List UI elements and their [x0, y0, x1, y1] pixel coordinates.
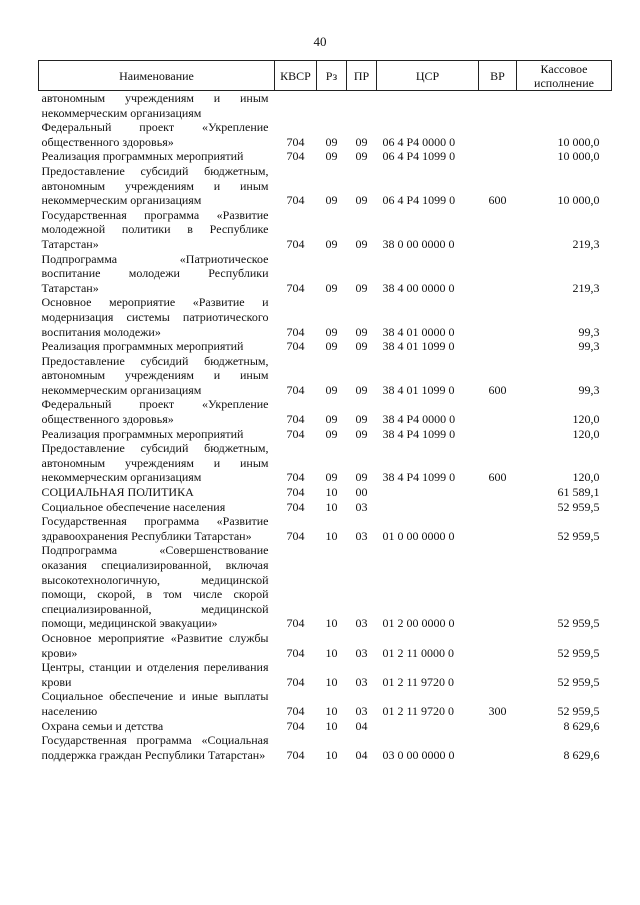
- cell-vr: [479, 514, 517, 543]
- cell-rz: 09: [325, 280, 338, 295]
- page-number: 40: [313, 34, 327, 49]
- cell-rz: 10: [325, 528, 338, 543]
- cell-rz: 09: [325, 426, 338, 441]
- cell-amount: 10 000,0: [557, 149, 600, 164]
- cell-name: Основное мероприятие «Развитие службы крови»: [41, 630, 269, 660]
- cell-name: Государственная программа «Развитие молодежной политики в Республике Татарстан»: [41, 207, 269, 251]
- table-row: [39, 631, 612, 660]
- cell-vr: [479, 339, 517, 354]
- cell-name: Центры, станции и отделения переливания крови: [41, 660, 269, 689]
- cell-name: СОЦИАЛЬНАЯ ПОЛИТИКА: [41, 485, 194, 500]
- cell-amount: [517, 91, 612, 121]
- cell-kvsr: [275, 91, 317, 121]
- cell-csr: [377, 719, 479, 734]
- cell-rz: 10: [325, 703, 338, 718]
- cell-rz: [317, 91, 347, 121]
- cell-rz: 09: [325, 412, 338, 427]
- cell-name: Основное мероприятие «Развитие и модернизация системы патриотического воспитания молодежи»: [41, 295, 269, 339]
- cell-amount: 52 959,5: [557, 616, 600, 631]
- table-body: [39, 91, 612, 763]
- cell-kvsr: 704: [286, 324, 305, 339]
- header-rz: Рз: [317, 61, 347, 91]
- cell-amount: 52 959,5: [557, 674, 600, 689]
- cell-pr: 09: [355, 426, 368, 441]
- table-row: [39, 354, 612, 398]
- cell-amount: 8 629,6: [563, 747, 600, 762]
- table-row: [39, 208, 612, 252]
- cell-name: Реализация программных мероприятий: [41, 339, 244, 354]
- table-row: [39, 397, 612, 426]
- cell-rz: 10: [325, 499, 338, 514]
- header-csr: ЦСР: [377, 61, 479, 91]
- cell-name: Подпрограмма «Совершенствование оказания специализированной, включая высокотехнологичную, медицинской помощи, скорой, в том числе скорой специализированной, медицинской помощи, медицинской эвакуации»: [41, 543, 269, 631]
- cell-csr: 38 4 01 0000 0: [382, 324, 455, 339]
- cell-vr: [479, 149, 517, 164]
- cell-pr: 03: [355, 499, 368, 514]
- cell-pr: 09: [355, 412, 368, 427]
- cell-kvsr: 704: [286, 280, 305, 295]
- cell-rz: 09: [325, 193, 338, 208]
- cell-csr: 06 4 Р4 1099 0: [382, 193, 456, 208]
- cell-pr: 04: [355, 747, 368, 762]
- cell-amount: 120,0: [572, 470, 600, 485]
- cell-kvsr: 704: [286, 134, 305, 149]
- cell-kvsr: 704: [286, 747, 305, 762]
- cell-amount: 10 000,0: [557, 134, 600, 149]
- cell-rz: 09: [325, 382, 338, 397]
- cell-pr: 09: [355, 339, 368, 354]
- table-row: [39, 719, 612, 734]
- table-row: [39, 660, 612, 689]
- cell-kvsr: 704: [286, 426, 305, 441]
- cell-vr: [479, 120, 517, 149]
- cell-name: автономным учреждениям и иным некоммерческим организациям: [41, 91, 269, 120]
- cell-name: Подпрограмма «Патриотическое воспитание молодежи Республики Татарстан»: [41, 251, 269, 295]
- cell-pr: 03: [355, 528, 368, 543]
- cell-pr: 09: [355, 149, 368, 164]
- cell-kvsr: 704: [286, 236, 305, 251]
- header-vr: ВР: [479, 61, 517, 91]
- cell-csr: 01 2 00 0000 0: [382, 616, 455, 631]
- table-row: [39, 120, 612, 149]
- cell-amount: 10 000,0: [557, 193, 600, 208]
- header-pr: ПР: [347, 61, 377, 91]
- cell-pr: 09: [355, 280, 368, 295]
- cell-rz: 09: [325, 470, 338, 485]
- cell-rz: 09: [325, 324, 338, 339]
- cell-pr: 03: [355, 616, 368, 631]
- cell-csr: 38 4 Р4 0000 0: [382, 412, 456, 427]
- table-row: [39, 295, 612, 339]
- table-row: [39, 543, 612, 631]
- cell-amount: 120,0: [572, 412, 600, 427]
- cell-kvsr: 704: [286, 470, 305, 485]
- cell-kvsr: 704: [286, 412, 305, 427]
- cell-rz: 10: [325, 485, 338, 500]
- cell-pr: 09: [355, 382, 368, 397]
- header-name: Наименование: [39, 61, 275, 91]
- cell-rz: 09: [325, 149, 338, 164]
- cell-vr: [479, 733, 517, 762]
- cell-name: Федеральный проект «Укрепление общественного здоровья»: [41, 120, 269, 149]
- cell-pr: 00: [355, 485, 368, 500]
- cell-name: Государственная программа «Социальная поддержка граждан Республики Татарстан»: [41, 733, 269, 762]
- cell-kvsr: 704: [286, 616, 305, 631]
- cell-kvsr: 704: [286, 674, 305, 689]
- header-row: [39, 61, 612, 91]
- cell-rz: 09: [325, 236, 338, 251]
- cell-kvsr: 704: [286, 485, 305, 500]
- cell-vr: [479, 208, 517, 252]
- cell-kvsr: 704: [286, 645, 305, 660]
- cell-vr: [479, 295, 517, 339]
- cell-pr: 04: [355, 718, 368, 733]
- cell-amount: 52 959,5: [557, 703, 600, 718]
- cell-amount: 52 959,5: [557, 528, 600, 543]
- cell-csr: [377, 500, 479, 515]
- cell-rz: 10: [325, 674, 338, 689]
- table-header: [39, 61, 612, 91]
- cell-name: Социальное обеспечение населения: [41, 499, 226, 514]
- table-row: [39, 514, 612, 543]
- header-kvsr: КВСР: [275, 61, 317, 91]
- cell-kvsr: 704: [286, 382, 305, 397]
- cell-pr: 09: [355, 236, 368, 251]
- cell-vr: [479, 660, 517, 689]
- cell-vr: [479, 252, 517, 296]
- cell-name: Реализация программных мероприятий: [41, 426, 244, 441]
- cell-pr: 09: [355, 470, 368, 485]
- cell-name: Предоставление субсидий бюджетным, автономным учреждениям и иным некоммерческим организациям: [41, 353, 269, 397]
- cell-vr: 600: [488, 382, 507, 397]
- cell-csr: 06 4 Р4 0000 0: [382, 134, 456, 149]
- cell-amount: 99,3: [578, 324, 600, 339]
- cell-kvsr: 704: [286, 499, 305, 514]
- cell-kvsr: 704: [286, 339, 305, 354]
- cell-csr: 03 0 00 0000 0: [382, 747, 455, 762]
- cell-pr: 09: [355, 324, 368, 339]
- cell-kvsr: 704: [286, 193, 305, 208]
- table-row: [39, 149, 612, 164]
- cell-csr: 01 2 11 0000 0: [382, 645, 455, 660]
- cell-rz: 10: [325, 747, 338, 762]
- table-row: [39, 733, 612, 762]
- table-row: [39, 91, 612, 121]
- cell-amount: 219,3: [572, 280, 600, 295]
- cell-rz: 09: [325, 339, 338, 354]
- table-row: [39, 339, 612, 354]
- cell-vr: [479, 91, 517, 121]
- cell-vr: [479, 719, 517, 734]
- cell-csr: [377, 485, 479, 500]
- table-row: [39, 441, 612, 485]
- cell-pr: [347, 91, 377, 121]
- cell-kvsr: 704: [286, 703, 305, 718]
- cell-name: Государственная программа «Развитие здравоохранения Республики Татарстан»: [41, 514, 269, 543]
- cell-pr: 03: [355, 674, 368, 689]
- cell-rz: 09: [325, 134, 338, 149]
- cell-amount: 99,3: [578, 382, 600, 397]
- cell-vr: [479, 631, 517, 660]
- cell-vr: 600: [488, 470, 507, 485]
- cell-csr: 38 4 01 1099 0: [382, 382, 455, 397]
- cell-csr: 01 0 00 0000 0: [382, 528, 455, 543]
- cell-kvsr: 704: [286, 528, 305, 543]
- cell-csr: 01 2 11 9720 0: [382, 674, 455, 689]
- cell-amount: 61 589,1: [557, 485, 600, 500]
- budget-execution-table: [38, 60, 612, 762]
- cell-vr: [479, 397, 517, 426]
- table-row: [39, 689, 612, 718]
- cell-name: Предоставление субсидий бюджетным, автономным учреждениям и иным некоммерческим организациям: [41, 441, 269, 485]
- table-row: [39, 500, 612, 515]
- cell-csr: 01 2 11 9720 0: [382, 703, 455, 718]
- cell-rz: 10: [325, 616, 338, 631]
- cell-rz: 10: [325, 718, 338, 733]
- cell-vr: [479, 500, 517, 515]
- cell-amount: 52 959,5: [557, 645, 600, 660]
- cell-pr: 09: [355, 134, 368, 149]
- cell-name: Предоставление субсидий бюджетным, автономным учреждениям и иным некоммерческим организациям: [41, 163, 269, 208]
- cell-kvsr: 704: [286, 718, 305, 733]
- cell-name: Реализация программных мероприятий: [41, 149, 244, 164]
- cell-vr: 600: [488, 193, 507, 208]
- cell-kvsr: 704: [286, 149, 305, 164]
- cell-pr: 09: [355, 193, 368, 208]
- cell-amount: 219,3: [572, 236, 600, 251]
- cell-csr: [377, 91, 479, 121]
- cell-csr: 38 0 00 0000 0: [382, 236, 455, 251]
- cell-csr: 38 4 Р4 1099 0: [382, 426, 456, 441]
- cell-csr: 38 4 01 1099 0: [382, 339, 455, 354]
- cell-vr: [479, 427, 517, 442]
- cell-csr: 38 4 00 0000 0: [382, 280, 455, 295]
- cell-amount: 8 629,6: [563, 718, 600, 733]
- table-row: [39, 427, 612, 442]
- cell-csr: 38 4 Р4 1099 0: [382, 470, 456, 485]
- cell-rz: 10: [325, 645, 338, 660]
- cell-pr: 03: [355, 645, 368, 660]
- cell-name: Охрана семьи и детства: [41, 718, 164, 733]
- cell-vr: [479, 485, 517, 500]
- table-row: [39, 164, 612, 208]
- cell-vr: 300: [488, 703, 507, 718]
- cell-vr: [479, 543, 517, 631]
- cell-csr: 06 4 Р4 1099 0: [382, 149, 456, 164]
- cell-name: Федеральный проект «Укрепление общественного здоровья»: [41, 397, 269, 427]
- table-row: [39, 485, 612, 500]
- cell-name: Социальное обеспечение и иные выплаты населению: [41, 689, 269, 718]
- cell-pr: 03: [355, 703, 368, 718]
- cell-amount: 120,0: [572, 426, 600, 441]
- table-row: [39, 252, 612, 296]
- cell-amount: 52 959,5: [557, 499, 600, 514]
- header-cash-execution: Кассовое исполнение: [517, 61, 612, 91]
- cell-amount: 99,3: [578, 339, 600, 354]
